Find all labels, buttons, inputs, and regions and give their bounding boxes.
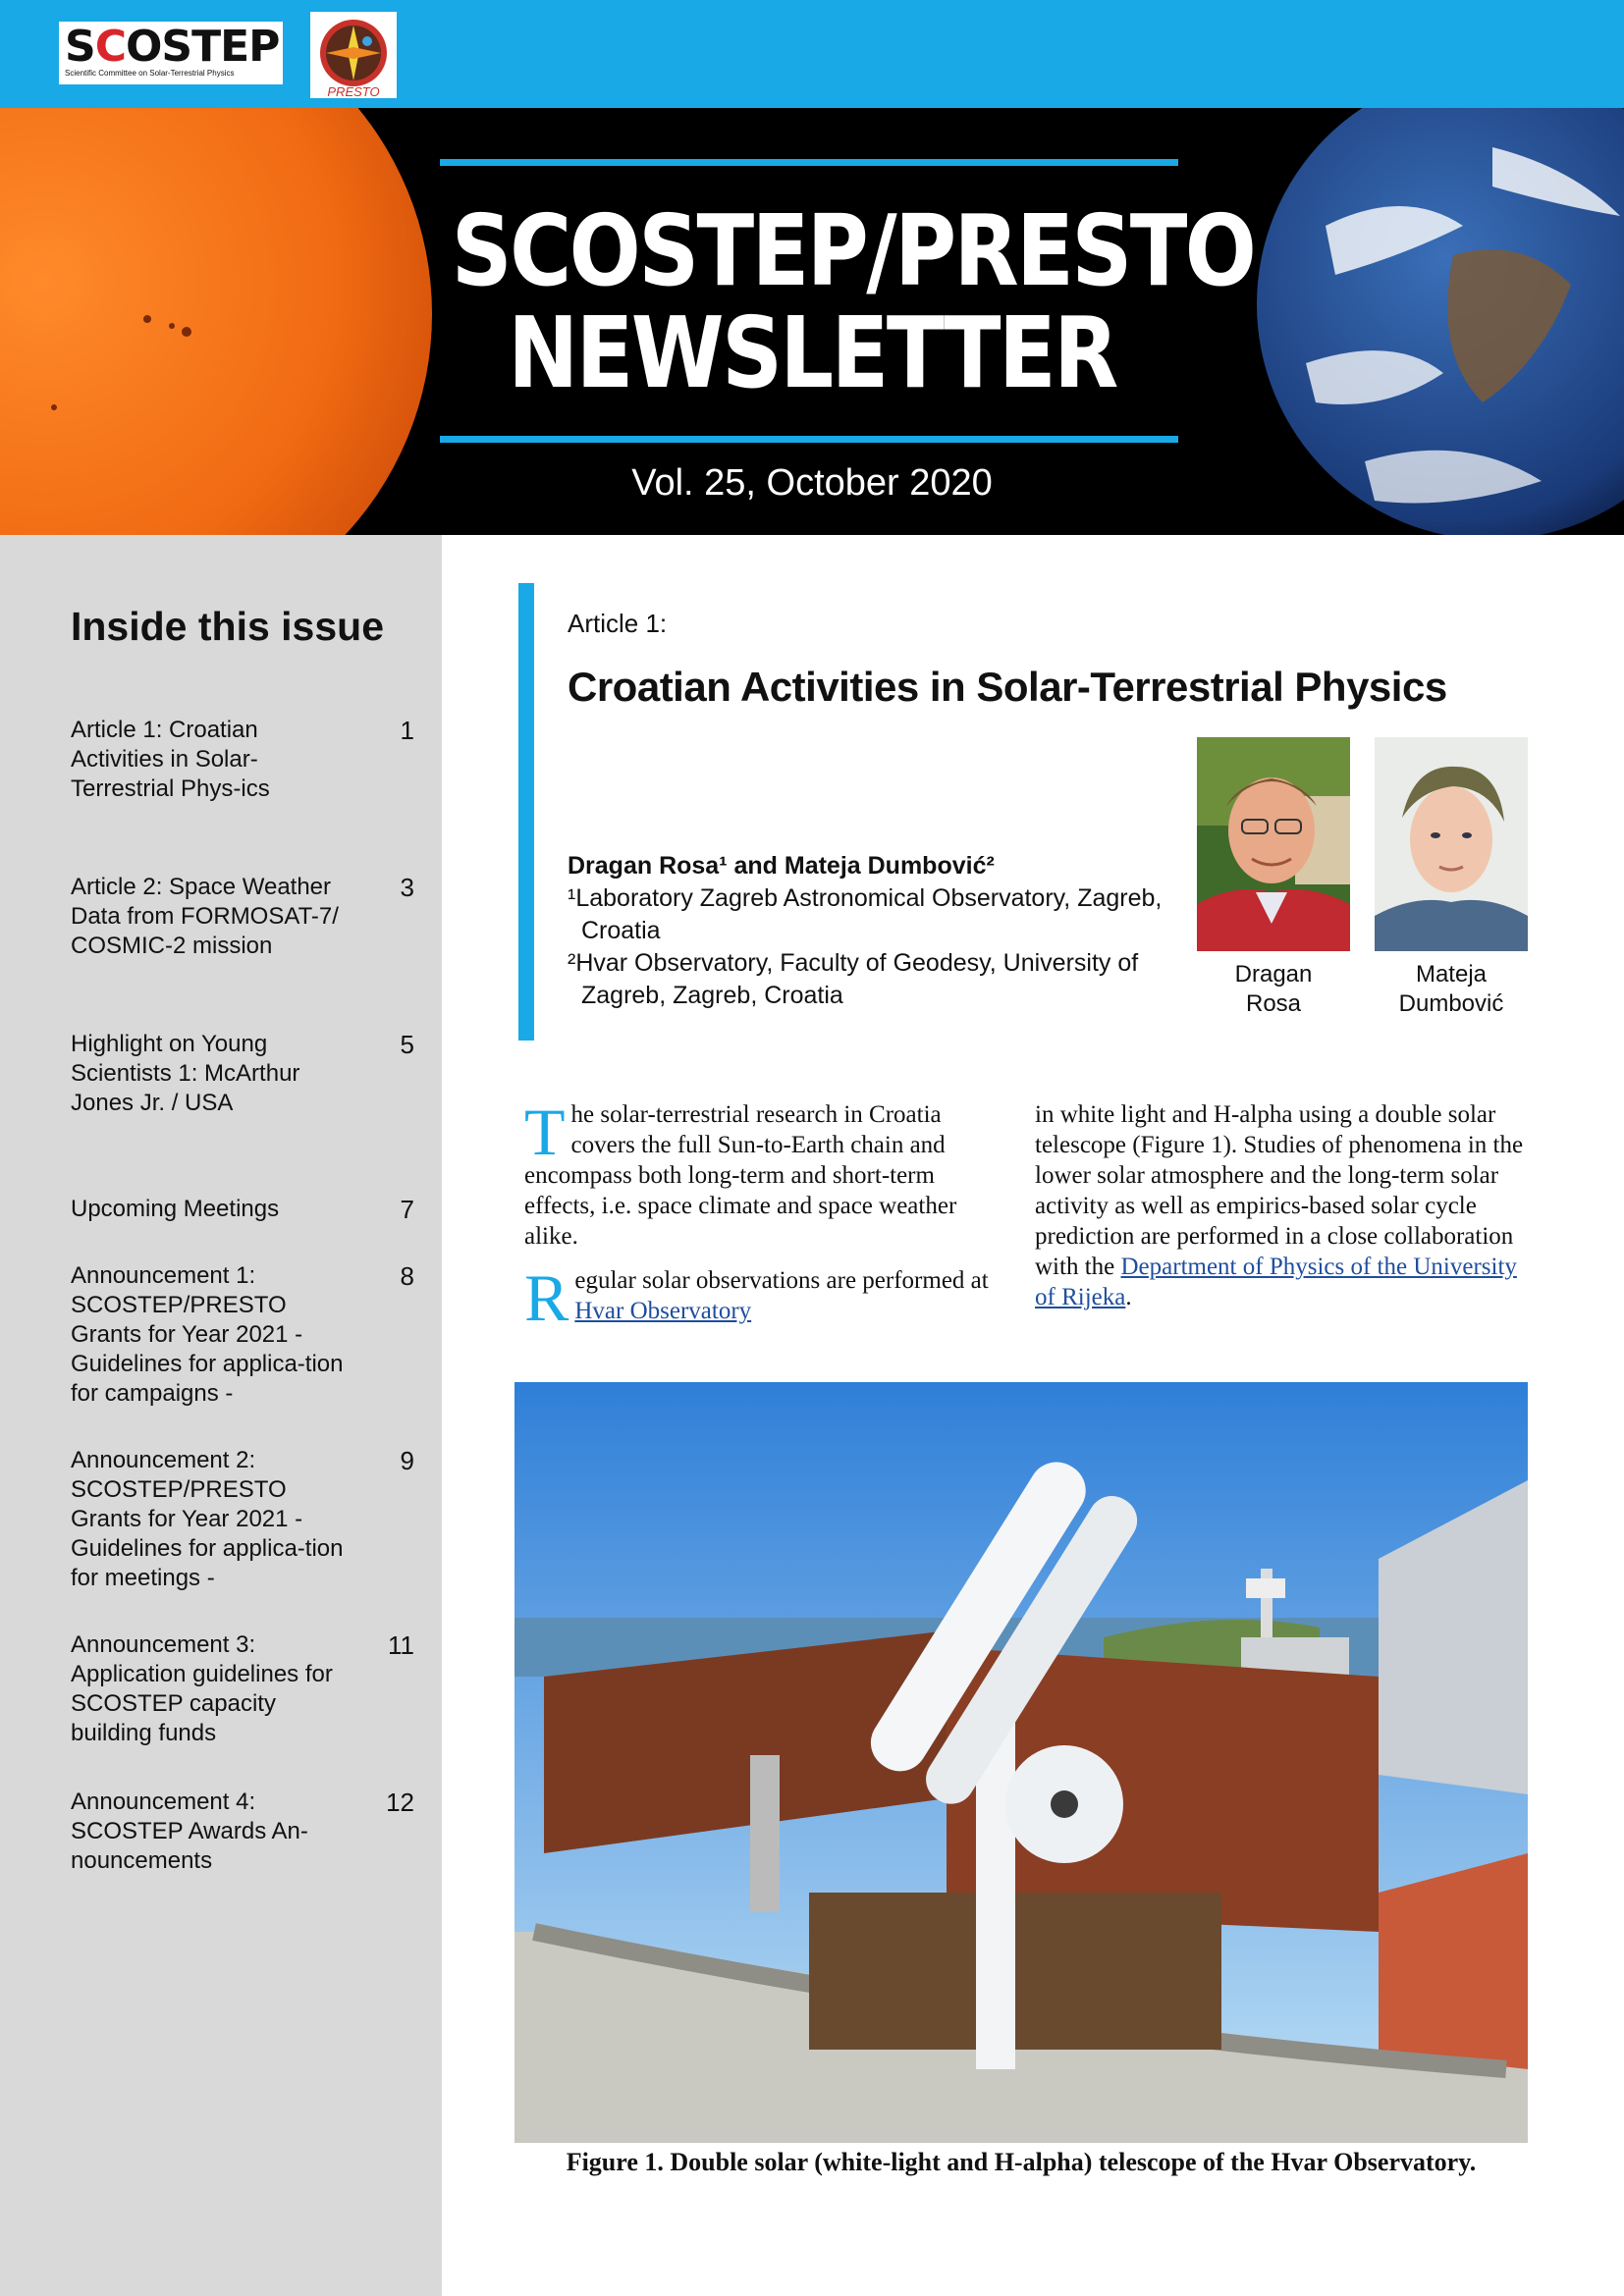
- author-names: Dragan Rosa¹ and Mateja Dumbović²: [568, 852, 995, 880]
- volume-label: Vol. 25, October 2020: [631, 462, 993, 504]
- affiliation-2: ²Hvar Observatory, Faculty of Geodesy, University of Zagreb, Zagreb, Croatia: [568, 949, 1139, 1009]
- toc-item-page: 12: [386, 1788, 414, 1817]
- toc-item-text: Article 1: Croatian Activities in Solar-Terrestrial Phys-ics: [71, 717, 270, 802]
- dropcap-t: T: [524, 1095, 566, 1169]
- toc-item-page: 9: [400, 1446, 414, 1475]
- newsletter-banner: [0, 108, 1624, 535]
- article-title: Croatian Activities in Solar-Terrestrial Physics: [568, 664, 1447, 710]
- body-column-right: [1035, 1099, 1524, 1312]
- inside-this-issue-sidebar: [0, 535, 442, 2296]
- toc-item-text: Announcement 2: SCOSTEP/PRESTO Grants for Year 2021 - Guidelines for applica-tion for meetings -: [71, 1447, 344, 1591]
- scostep-logo: SCOSTEP Scientific Committee on Solar-Terrestrial Physics: [59, 22, 283, 84]
- affiliation-1: ¹Laboratory Zagreb Astronomical Observatory, Zagreb, Croatia: [568, 884, 1163, 944]
- presto-logo: [310, 12, 397, 98]
- toc-item-text: Upcoming Meetings: [71, 1196, 280, 1222]
- newsletter-title-line1: SCOSTEP/PRESTO: [451, 193, 1255, 308]
- toc-item-announcement-2[interactable]: [71, 1446, 414, 1593]
- toc-item-page: 7: [400, 1195, 414, 1224]
- toc-item-upcoming-meetings[interactable]: [71, 1195, 414, 1224]
- photo-caption-dragan-rosa: Dragan Rosa: [1234, 961, 1313, 1017]
- banner-bottom-rule: [440, 436, 1178, 443]
- svg-text:PRESTO: PRESTO: [327, 84, 380, 98]
- university-of-rijeka-link[interactable]: Department of Physics of the University of Rijeka: [1035, 1254, 1517, 1310]
- figure-caption: Figure 1. Double solar (white-light and H-alpha) telescope of the Hvar Observatory.: [566, 2148, 1477, 2176]
- toc-item-article-1[interactable]: [71, 716, 414, 804]
- photo-caption-mateja-dumbovic: Mateja Dumbović: [1398, 961, 1504, 1017]
- toc-item-page: 3: [400, 873, 414, 902]
- toc-item-text: Announcement 4: SCOSTEP Awards An-nouncements: [71, 1789, 308, 1874]
- toc-item-announcement-4[interactable]: [71, 1788, 414, 1876]
- toc-item-announcement-3[interactable]: [71, 1630, 414, 1748]
- dropcap-r: R: [524, 1260, 569, 1335]
- scostep-logo-subtitle: Scientific Committee on Solar-Terrestrial Physics: [65, 69, 235, 78]
- article-label: Article 1:: [568, 609, 668, 638]
- earth-image: [1247, 108, 1624, 535]
- toc-item-text: Highlight on Young Scientists 1: McArthur Jones Jr. / USA: [71, 1031, 300, 1116]
- newsletter-title-line2: NEWSLETTER: [508, 295, 1116, 410]
- toc-item-article-2[interactable]: [71, 873, 414, 961]
- authors-block: [568, 850, 1176, 1012]
- author-photo-dragan-rosa: [1197, 737, 1350, 951]
- toc-item-page: 11: [388, 1630, 414, 1660]
- hvar-observatory-link[interactable]: Hvar Observatory: [574, 1298, 752, 1324]
- toc-item-young-scientists[interactable]: [71, 1030, 414, 1118]
- top-bar: [0, 0, 1624, 108]
- sidebar-heading: Inside this issue: [71, 604, 384, 649]
- toc-item-text: Announcement 1: SCOSTEP/PRESTO Grants for Year 2021 - Guidelines for applica-tion for campaigns -: [71, 1262, 344, 1407]
- toc-item-page: 1: [400, 716, 414, 745]
- paragraph-1: The solar-terrestrial research in Croatia covers the full Sun-to-Earth chain and encompass both long-term and short-term effects, i.e. space climate and space weather alike.: [524, 1095, 957, 1250]
- article-accent-bar: [518, 583, 534, 1041]
- toc-item-text: Article 2: Space Weather Data from FORMOSAT-7/ COSMIC-2 mission: [71, 874, 339, 959]
- toc-item-text: Announcement 3: Application guidelines for SCOSTEP capacity building funds: [71, 1631, 333, 1746]
- figure-hvar-telescope: [514, 1382, 1528, 2143]
- paragraph-2: Regular solar observations are performed at Hvar Observatory: [524, 1260, 989, 1335]
- banner-top-rule: [440, 159, 1178, 166]
- paragraph-2-continued: in white light and H-alpha using a double solar telescope (Figure 1). Studies of phenomena in the lower solar atmosphere and the long-term solar activity as well as empirics-based solar cycle prediction are performed in a close collaboration with the Department of Physics of the University of Rijeka.: [1035, 1101, 1524, 1310]
- toc-item-page: 5: [400, 1030, 414, 1059]
- toc-item-announcement-1[interactable]: [71, 1261, 414, 1409]
- body-column-left: [524, 1095, 1005, 1335]
- author-photo-mateja-dumbovic: [1375, 737, 1528, 951]
- toc-item-page: 8: [400, 1261, 414, 1291]
